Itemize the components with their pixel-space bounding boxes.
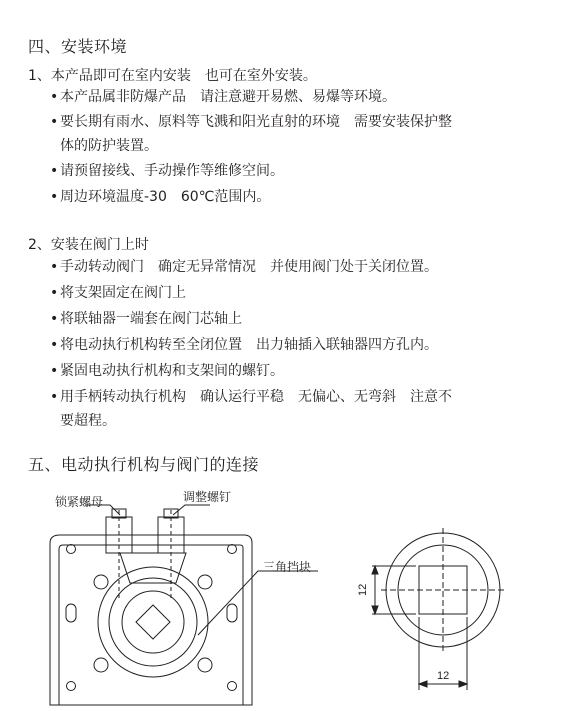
bullet-icon: •: [50, 363, 59, 379]
lock-nut-label: 锁紧螺母: [55, 495, 104, 509]
list-item: • 请预留接线、手动操作等维修空间。: [50, 161, 520, 182]
bullet-icon: •: [50, 189, 59, 205]
bullet-icon: •: [50, 389, 59, 405]
bullet-icon: •: [50, 259, 59, 275]
section4-sub1-title: 1、本产品即可在室内安装 也可在室外安装。: [28, 68, 317, 84]
bullet-icon: •: [50, 337, 59, 353]
section5-title: 五、电动执行机构与阀门的连接: [28, 455, 260, 474]
list-item: • 用手柄转动执行机构 确认运行平稳 无偏心、无弯斜 注意不: [50, 387, 520, 408]
list-item: • 紧固电动执行机构和支架间的螺钉。: [50, 361, 520, 382]
section4-title: 四、安装环境: [28, 37, 128, 56]
actuator-base-drawing: [50, 505, 318, 705]
bullet-icon: •: [50, 89, 59, 105]
list-item: • 手动转动阀门 确定无异常情况 并使用阀门处于关闭位置。: [50, 257, 520, 278]
dimension-width-label: 12: [437, 670, 450, 682]
triangle-stop-label: 三角挡块: [263, 560, 312, 574]
adjust-screw-label: 调整螺钉: [183, 490, 232, 504]
bullet-icon: •: [50, 285, 59, 301]
list-item: • 周边环境温度-30 60℃范围内。: [50, 187, 520, 208]
list-item: • 将支架固定在阀门上: [50, 283, 520, 304]
list-item-continuation: 体的防护装置。: [60, 138, 158, 154]
bullet-icon: •: [50, 163, 59, 179]
list-item-continuation: 要超程。: [60, 413, 116, 429]
list-item: • 将联轴器一端套在阀门芯轴上: [50, 309, 520, 330]
bullet-icon: •: [50, 311, 59, 327]
coupling-end-view-drawing: [372, 528, 506, 690]
section4-sub2-title: 2、安装在阀门上时: [28, 237, 149, 253]
list-item: • 本产品属非防爆产品 请注意避开易燃、易爆等环境。: [50, 87, 520, 108]
list-item: • 要长期有雨水、原料等飞溅和阳光直射的环境 需要安装保护整: [50, 112, 520, 133]
bullet-icon: •: [50, 114, 59, 130]
dimension-height-label: 12: [357, 583, 369, 596]
list-item: • 将电动执行机构转至全闭位置 出力轴插入联轴器四方孔内。: [50, 335, 520, 356]
